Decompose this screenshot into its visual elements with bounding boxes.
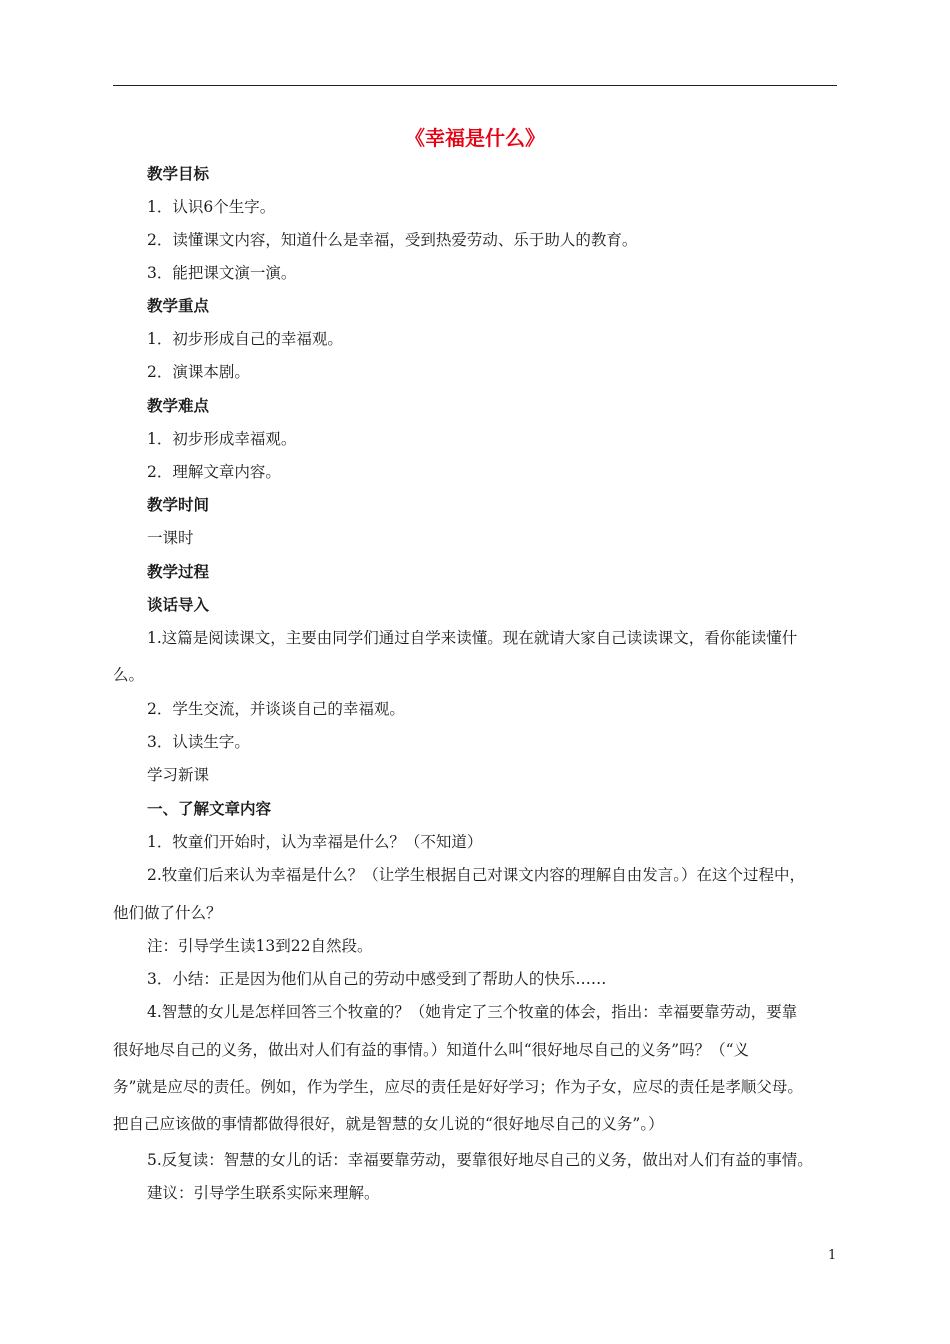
paragraph-line: 他们做了什么？ [113, 904, 222, 922]
paragraph-line: 3．能把课文演一演。 [147, 264, 297, 282]
paragraph-line: 3．认读生字。 [147, 733, 250, 751]
paragraph-line: 2．学生交流，并谈谈自己的幸福观。 [147, 700, 405, 718]
section-heading: 教学过程 [147, 563, 210, 581]
paragraph-line: 1．初步形成幸福观。 [147, 430, 297, 448]
paragraph-line: 3．小结：正是因为他们从自己的劳动中感受到了帮助人的快乐…… [147, 970, 607, 988]
paragraph-line: 建议：引导学生联系实际来理解。 [147, 1184, 380, 1202]
paragraph-line: 1．初步形成自己的幸福观。 [147, 330, 343, 348]
section-heading: 教学时间 [147, 496, 210, 514]
paragraph-line: 一课时 [147, 529, 194, 547]
paragraph-line: 很好地尽自己的义务，做出对人们有益的事情。）知道什么叫“很好地尽自己的义务”吗？（“义 [113, 1041, 750, 1059]
paragraph-line: 务”就是应尽的责任。例如，作为学生，应尽的责任是好好学习；作为子女，应尽的责任是孝顺父母。 [113, 1078, 803, 1096]
paragraph-line: 4.智慧的女儿是怎样回答三个牧童的？（她肯定了三个牧童的体会，指出：幸福要靠劳动，要靠 [147, 1003, 798, 1021]
paragraph-line: 2．理解文章内容。 [147, 463, 281, 481]
paragraph-line: 2．读懂课文内容，知道什么是幸福，受到热爱劳动、乐于助人的教育。 [147, 231, 638, 249]
paragraph-line: 注：引导学生读13到22自然段。 [147, 937, 373, 955]
section-heading: 谈话导入 [147, 596, 210, 614]
header-rule [113, 85, 837, 86]
paragraph-line: 5.反复读：智慧的女儿的话：幸福要靠劳动，要靠很好地尽自己的义务，做出对人们有益的事情。 [147, 1151, 813, 1169]
paragraph-line: 1．认识6个生字。 [147, 198, 276, 216]
paragraph-line: 么。 [113, 666, 145, 684]
section-heading: 教学重点 [147, 297, 210, 315]
section-heading: 教学目标 [147, 165, 210, 183]
paragraph-line: 学习新课 [147, 766, 210, 784]
paragraph-line: 把自己应该做的事情都做得很好，就是智慧的女儿说的“很好地尽自己的义务”。） [113, 1115, 664, 1133]
paragraph-line: 2.牧童们后来认为幸福是什么？（让学生根据自己对课文内容的理解自由发言。）在这个过程中， [147, 866, 806, 884]
document-title: 《幸福是什么》 [405, 126, 545, 150]
section-heading: 教学难点 [147, 397, 210, 415]
paragraph-line: 1．牧童们开始时，认为幸福是什么？（不知道） [147, 833, 483, 851]
section-heading: 一、了解文章内容 [147, 800, 272, 818]
page-number: 1 [828, 1248, 837, 1263]
paragraph-line: 1.这篇是阅读课文，主要由同学们通过自学来读懂。现在就请大家自己读读课文，看你能读懂什 [147, 629, 798, 647]
paragraph-line: 2．演课本剧。 [147, 363, 250, 381]
